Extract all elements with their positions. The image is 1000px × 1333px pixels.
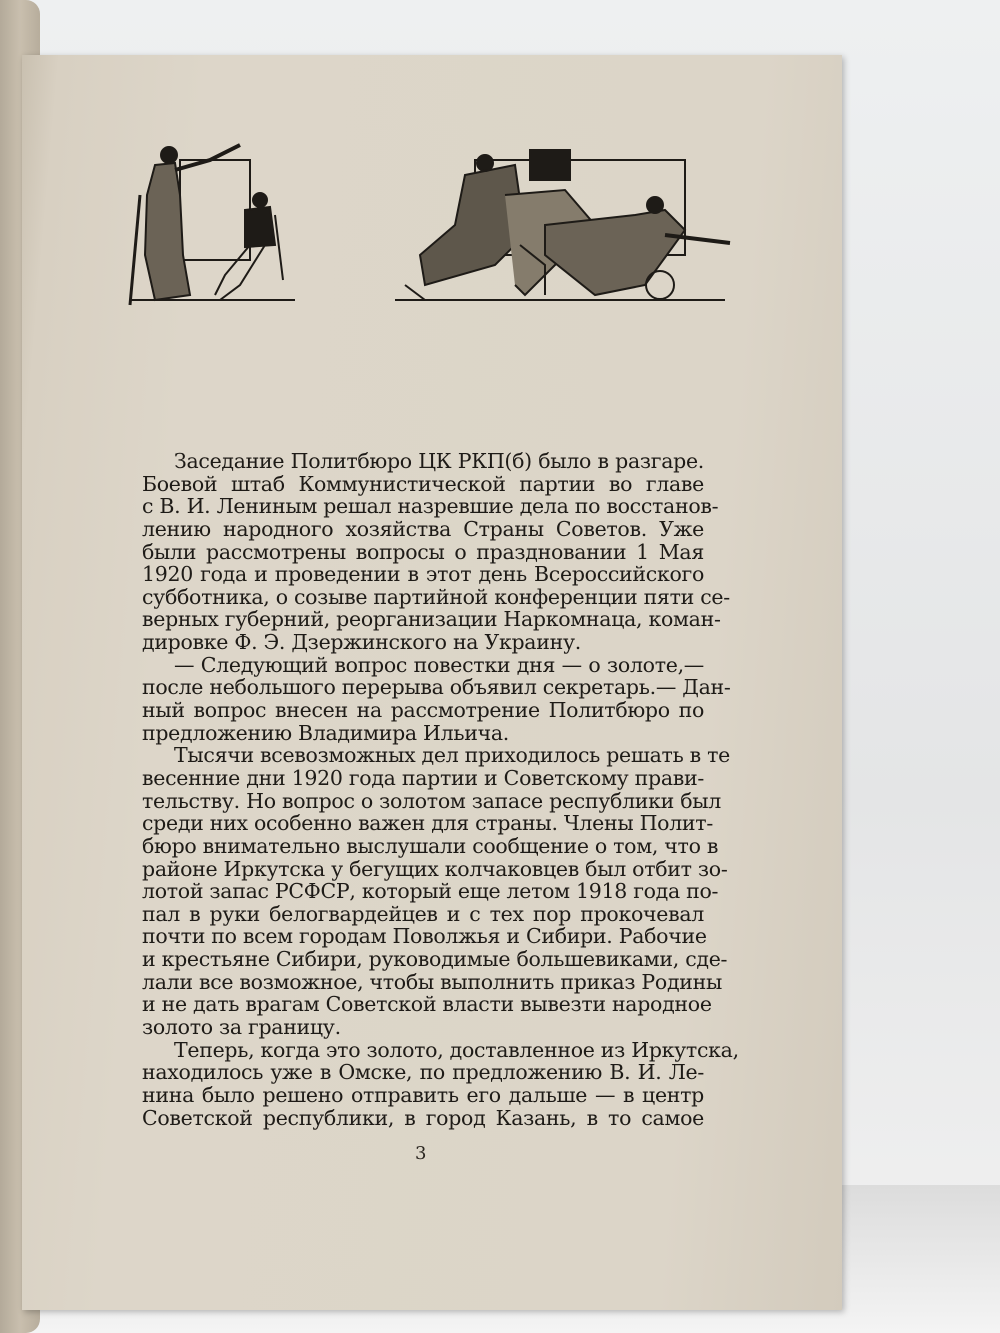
text-line: Боевой штаб Коммунистической партии во главе: [142, 471, 704, 496]
text-line: ный вопрос внесен на рассмотрение Политбюро по: [142, 698, 704, 723]
text-line: Заседание Политбюро ЦК РКП(б) было в разгаре.: [174, 449, 704, 473]
text-line: нина было решено отправить его дальше — в центр: [142, 1082, 704, 1107]
text-line: находилось уже в Омске, по предложению В. И. Ле-: [142, 1060, 704, 1085]
body-text: [142, 449, 739, 1130]
text-line: дировке Ф. Э. Дзержинского на Украину.: [142, 630, 581, 655]
text-line: субботника, о созыве партийной конференции пяти се-: [142, 584, 730, 609]
text-line: золото за границу.: [142, 1015, 341, 1040]
text-line: верных губерний, реорганизации Наркомнаца, коман-: [142, 607, 721, 632]
text-line: после небольшого перерыва объявил секретарь.— Дан-: [142, 675, 731, 700]
text-line: и не дать врагам Советской власти вывезти народное: [142, 992, 712, 1017]
text-line: среди них особенно важен для страны. Члены Полит-: [142, 811, 713, 836]
page-number: 3: [415, 1143, 427, 1164]
text-line: лотой запас РСФСР, который еще летом 1918 года по-: [142, 879, 719, 904]
text-line: были рассмотрены вопросы о праздновании 1 Мая: [142, 539, 704, 564]
text-line: Советской республики, в город Казань, в то самое: [142, 1105, 704, 1130]
text-line: весенние дни 1920 года партии и Советскому прави-: [142, 765, 704, 790]
text-line: — Следующий вопрос повестки дня — о золоте,—: [174, 652, 704, 677]
text-line: предложению Владимира Ильича.: [142, 720, 509, 745]
text-line: и крестьяне Сибири, руководимые большевиками, сде-: [142, 947, 728, 972]
text-line: районе Иркутска у бегущих колчаковцев был отбит зо-: [142, 856, 728, 881]
text-line: с В. И. Лениным решал назревшие дела по восстанов-: [142, 494, 719, 519]
text-line: тельству. Но вопрос о золотом запасе республики был: [142, 788, 722, 813]
text-line: пал в руки белогвардейцев и с тех пор прокочевал: [142, 901, 704, 926]
text-line: лали все возможное, чтобы выполнить приказ Родины: [142, 969, 723, 994]
illustration-right-figures: [395, 150, 730, 300]
header-illustration: [125, 135, 735, 315]
text-line: бюро внимательно выслушали сообщение о том, что в: [142, 833, 719, 858]
text-line: лению народного хозяйства Страны Советов. Уже: [142, 516, 704, 541]
text-line: почти по всем городам Поволжья и Сибири. Рабочие: [142, 924, 707, 949]
text-line: 1920 года и проведении в этот день Всероссийского: [142, 562, 704, 587]
illustration-left-figures: [130, 145, 295, 305]
text-line: Тысячи всевозможных дел приходилось решать в те: [174, 743, 730, 768]
text-line: Теперь, когда это золото, доставленное из Иркутска,: [174, 1037, 739, 1062]
